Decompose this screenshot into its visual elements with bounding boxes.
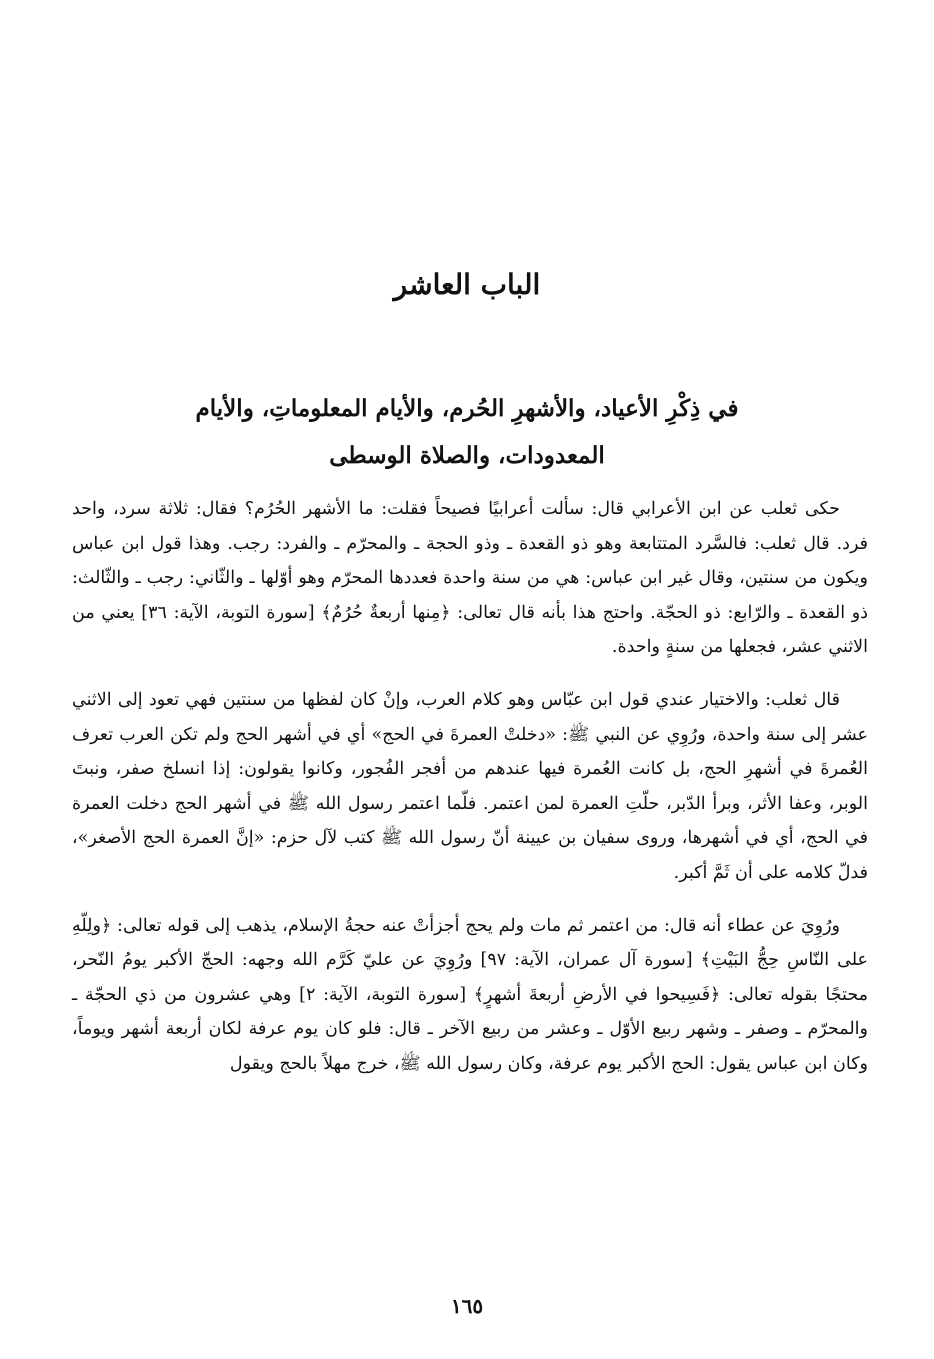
page-number: ١٦٥ <box>450 1294 484 1318</box>
section-title: في ذِكْرِ الأعياد، والأشهرِ الحُرم، والأيام المعلوماتِ، والأيام المعدودات، والصلاة الوسطى <box>195 395 739 469</box>
body-text <box>72 492 868 1082</box>
paragraph-2: قال ثعلب: والاختيار عندي قول ابن عبّاس وهو كلام العرب، وإنْ كان لفظها من سنتين فهي تعود إلى الاثني عشر إلى سنة واحدة، ورُوِي عن النبي ﷺ: «دخلتْ العمرةَ في الحج» أي في أشهر الحج ولم تكن العرب تعرف العُمرةَ في أشهرِ الحج، بل كانت العُمرة فيها عندهم من أفجر الفُجور، وكانوا يقولون: إذا انسلخ صفر، ونبتَ الوبر، وعفا الأثر، وبرأ الدّبر، حلّتِ العمرة لمن اعتمر. فلّما اعتمر رسول الله ﷺ في أشهر الحج دخلت العمرة في الحج، أي في أشهرها، وروى سفيان بن عيينة أنّ رسول الله ﷺ كتب لآل حزم: «إنَّ العمرة الحج الأصغر»، فدلّ كلامه على أن ثَمَّ أكبر. <box>72 689 868 883</box>
paragraph-3: ورُوِيَ عن عطاء أنه قال: من اعتمر ثم مات ولم يحج أجزأتْ عنه حجةُ الإسلام، يذهب إلى قوله تعالى: ﴿ولِلّهِ على النّاسِ حِجُّ البَيْتِ﴾ [سورة آل عمران، الآية: ٩٧] ورُوِيَ عن عليّ كَرَّم الله وجهه: الحجّ الأكبر يومُ النّحر، محتجًا بقوله تعالى: ﴿فَسِيحوا في الأرضِ أربعةَ أشهرٍ﴾ [سورة التوبة، الآية: ٢] وهي عشرون من ذي الحجّة ـ والمحرّم ـ وصفر ـ وشهر ربيع الأوّل ـ وعشر من ربيع الآخر ـ قال: فلو كان يوم عرفة لكان أربعة أشهر ويوماً، وكان ابن عباس يقول: الحج الأكبر يوم عرفة، وكان رسول الله ﷺ، خرج مهلاً بالحج ويقول <box>72 915 869 1074</box>
chapter-title: الباب العاشر <box>393 268 541 301</box>
paragraph-1: حكى ثعلب عن ابن الأعرابي قال: سألت أعرابيًا فصيحاً فقلت: ما الأشهر الحُرُم؟ فقال: ثلاثة سرد، واحد فرد. قال ثعلب: فالسَّرد المتتابعة وهو ذو القعدة ـ وذو الحجة ـ والمحرّم ـ والفرد: رجب. وهذا قول ابن عباس ويكون من سنتين، وقال غير ابن عباس: هي من سنة واحدة فعددها المحرّم وهو أوّلها ـ والثّاني: رجب ـ والثّالث: ذو القعدة ـ والرّابع: ذو الحجّة. واحتج هذا بأنه قال تعالى: ﴿مِنها أربعةٌ حُرُمٌ﴾ [سورة التوبة، الآية: ٣٦] يعني من الاثني عشر، فجعلها من سنةٍ واحدة. <box>72 499 869 658</box>
